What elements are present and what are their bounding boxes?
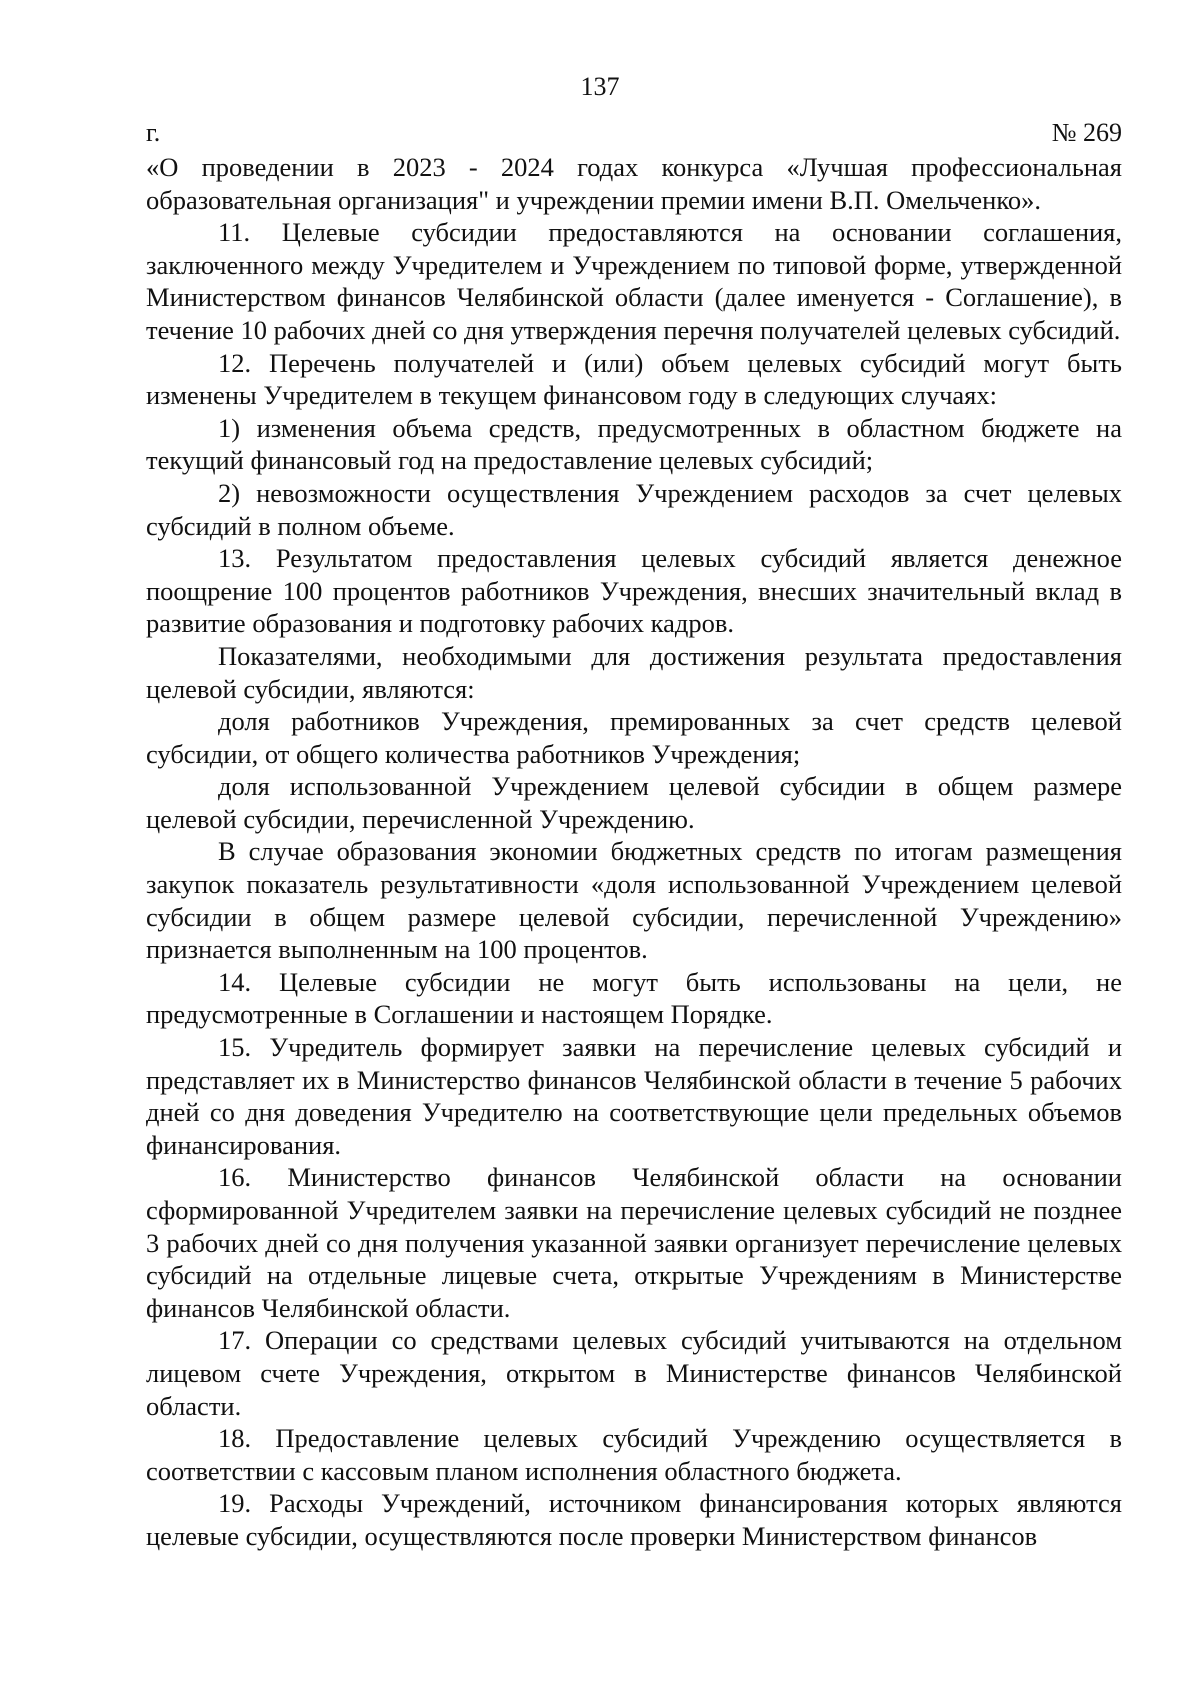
document-header (146, 118, 1122, 148)
paragraph-14: 14. Целевые субсидии не могут быть использованы на цели, не предусмотренные в Соглашении и настоящем Порядке. (146, 966, 1122, 1030)
paragraph-16: 16. Министерство финансов Челябинской области на основании сформированной Учредителем заявки на перечисление целевых субсидий не позднее 3 рабочих дней со дня получения указанной заявки организует перечисление целевых субсидий на отдельные лицевые счета, открытые Учреждениям в Министерстве финансов Челябинской области. (146, 1162, 1122, 1323)
paragraph-12: 12. Перечень получателей и (или) объем целевых субсидий могут быть изменены Учредителем в текущем финансовом году в следующих случаях: (146, 347, 1122, 411)
paragraph-18: 18. Предоставление целевых субсидий Учреждению осуществляется в соответствии с кассовым планом исполнения областного бюджета. (146, 1423, 1122, 1486)
document-body (146, 151, 1122, 1553)
paragraph-savings: В случае образования экономии бюджетных средств по итогам размещения закупок показатель результативности «доля использованной Учреждением целевой субсидии в общем размере целевой субсидии, перечисленной Учреждению» признается выполненным на 100 процентов. (146, 836, 1122, 965)
page-number: 137 (580, 72, 620, 101)
paragraph-11: 11. Целевые субсидии предоставляются на основании соглашения, заключенного между Учредителем и Учреждением по типовой форме, утвержденной Министерством финансов Челябинской области (далее именуется - Соглашение), в течение 10 рабочих дней со дня утверждения перечня получателей целевых субсидий. (146, 217, 1122, 345)
paragraph-15: 15. Учредитель формирует заявки на перечисление целевых субсидий и представляет их в Министерство финансов Челябинской области в течение 5 рабочих дней со дня доведения Учредителю на соответствующие цели предельных объемов финансирования. (146, 1032, 1122, 1160)
paragraph-indicator-1: доля работников Учреждения, премированных за счет средств целевой субсидии, от общего количества работников Учреждения; (146, 706, 1122, 769)
paragraph-12-item-2: 2) невозможности осуществления Учреждением расходов за счет целевых субсидий в полном объеме. (146, 477, 1122, 541)
paragraph-indicator-2: доля использованной Учреждением целевой субсидии в общем размере целевой субсидии, перечисленной Учреждению. (146, 771, 1122, 834)
paragraph-12-item-1: 1) изменения объема средств, предусмотренных в областном бюджете на текущий финансовый год на предоставление целевых субсидий; (146, 412, 1122, 476)
paragraph-indicators: Показателями, необходимыми для достижения результата предоставления целевой субсидии, являются: (146, 640, 1122, 704)
document-number: № 269 (1051, 118, 1122, 147)
paragraph-title-continuation: «О проведении в 2023 - 2024 годах конкурса «Лучшая профессиональная образовательная организация" и учреждении премии имени В.П. Омельченко». (146, 152, 1122, 215)
paragraph-13: 13. Результатом предоставления целевых субсидий является денежное поощрение 100 процентов работников Учреждения, внесших значительный вклад в развитие образования и подготовку рабочих кадров. (146, 543, 1122, 639)
paragraph-19: 19. Расходы Учреждений, источником финансирования которых являются целевые субсидии, осуществляются после проверки Министерством финансов (146, 1488, 1122, 1551)
paragraph-17: 17. Операции со средствами целевых субсидий учитываются на отдельном лицевом счете Учреждения, открытом в Министерстве финансов Челябинской области. (146, 1325, 1122, 1421)
date-marker: г. (146, 118, 161, 147)
